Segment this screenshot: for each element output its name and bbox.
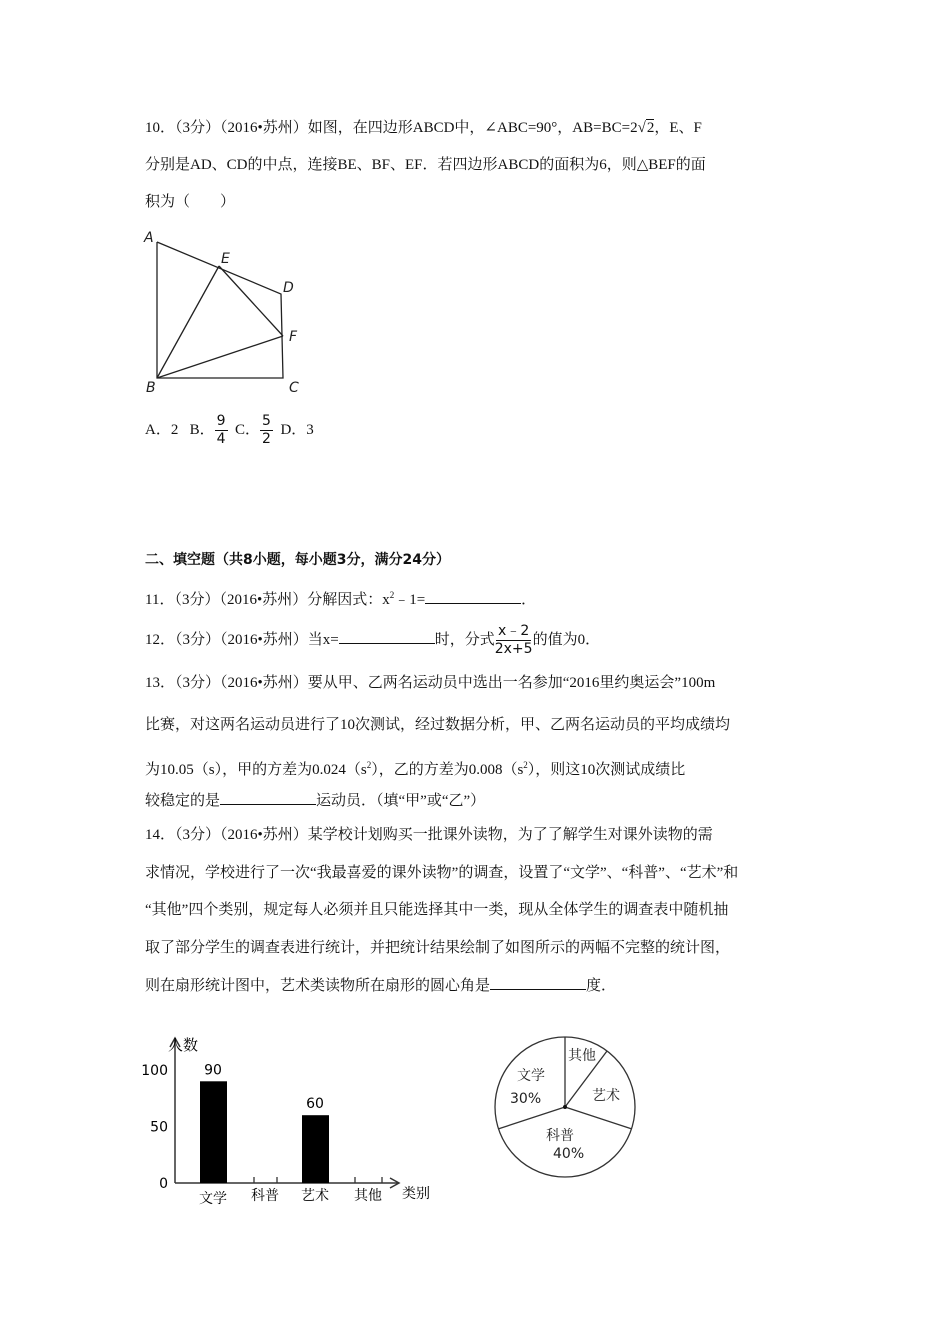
num: 5 [262,413,271,429]
pie-pct-kepu: 40% [553,1146,585,1162]
label-a: A [144,230,154,246]
q14-line4: 取了部分学生的调查表进行统计，并把统计结果绘制了如图所示的两幅不完整的统计图， [145,940,731,956]
sqrt-symbol: √ [637,120,646,136]
den: 4 [216,431,226,447]
t: 为10.05（s），甲的方差为0.024（s [145,762,367,778]
q11-text: 11．（3分）（2016•苏州）分解因式：x [145,592,390,608]
q14-line2: 求情况，学校进行了一次“我最喜爱的课外读物”的调查，设置了“文学”、“科普”、“艺术”和 [145,865,739,881]
q10-text: 10．（3分）（2016•苏州）如图，在四边形ABCD中，∠ABC=90°，AB=BC=2 [145,120,638,136]
t: ），乙的方差为0.008（s [371,762,524,778]
pie-label-kepu: 科普 [546,1128,574,1144]
pie-label-wenxue: 文学 [517,1068,545,1084]
num: x﹣2 [498,623,530,640]
t: ），则这10次测试成绩比 [527,762,686,778]
exponent: 2 [389,590,395,600]
q10-line3: 积为（ ） [145,194,236,210]
q14-line1: 14．（3分）（2016•苏州）某学校计划购买一批课外读物，为了了解学生对课外读物的需 [145,827,713,843]
den: 2x+5 [494,641,533,658]
y-axis-label: 人数 [168,1036,199,1054]
bar-data-label: 90 [204,1062,222,1079]
label-d: D [283,280,294,296]
num: 9 [216,413,226,429]
label-b: B [146,380,156,396]
x-tick-label: 其他 [354,1188,382,1204]
pie-divider [565,1107,632,1129]
bar-data-label: 60 [306,1096,324,1113]
sqrt-arg: 2 [646,120,655,136]
t: 度． [586,978,617,994]
y-tick-label: 100 [141,1063,168,1079]
x-tick-label: 科普 [251,1188,279,1204]
exponent: 2 [366,760,372,770]
q11-end: ． [521,592,537,608]
label-f: F [289,329,298,345]
x-tick-label: 文学 [199,1191,227,1207]
t: 运动员．（填“甲”或“乙”） [316,793,486,809]
q10-line2: 分别是AD、CD的中点，连接BE、BF、EF．若四边形ABCD的面积为6，则△BEF的面 [145,157,706,173]
q10-text-tail: ，E、F [654,120,702,136]
pie-label-yishu: 艺术 [592,1088,620,1104]
label-e: E [221,251,230,267]
q14-line3: “其他”四个类别，规定每人必须并且只能选择其中一类，现从全体学生的调查表中随机抽 [145,902,729,918]
option-a[interactable]: A．2 [145,421,179,438]
pie-pct-wenxue: 30% [510,1091,542,1107]
exponent: 2 [523,760,528,770]
den: 2 [262,431,271,447]
pie-divider [498,1107,565,1129]
y-tick-label: 0 [159,1176,168,1192]
q11-suffix: ﹣1= [394,592,426,608]
pie-center [563,1105,567,1109]
q12-suffix: 的值为0． [532,632,601,648]
option-c[interactable]: C． [235,421,261,438]
x-tick-label: 艺术 [301,1188,329,1204]
option-b[interactable]: B． [189,421,215,438]
t: 较稳定的是 [145,793,221,809]
label-c: C [289,380,299,396]
y-tick-label: 50 [150,1119,168,1136]
t: 则在扇形统计图中，艺术类读物所在扇形的圆心角是 [145,978,491,994]
pie-label-qita: 其他 [568,1048,596,1064]
option-d[interactable]: D．3 [280,421,314,438]
q12-text: 12．（3分）（2016•苏州）当x= [145,632,339,648]
x-axis-label: 类别 [402,1186,430,1202]
q12-mid: 时，分式 [434,632,495,648]
section-heading: 二、填空题（共8小题，每小题3分，满分24分） [145,552,450,568]
q13-line1: 13．（3分）（2016•苏州）要从甲、乙两名运动员中选出一名参加“2016里约奥运会”100m [145,675,716,691]
q13-line2: 比赛，对这两名运动员进行了10次测试，经过数据分析，甲、乙两名运动员的平均成绩均 [145,717,731,733]
